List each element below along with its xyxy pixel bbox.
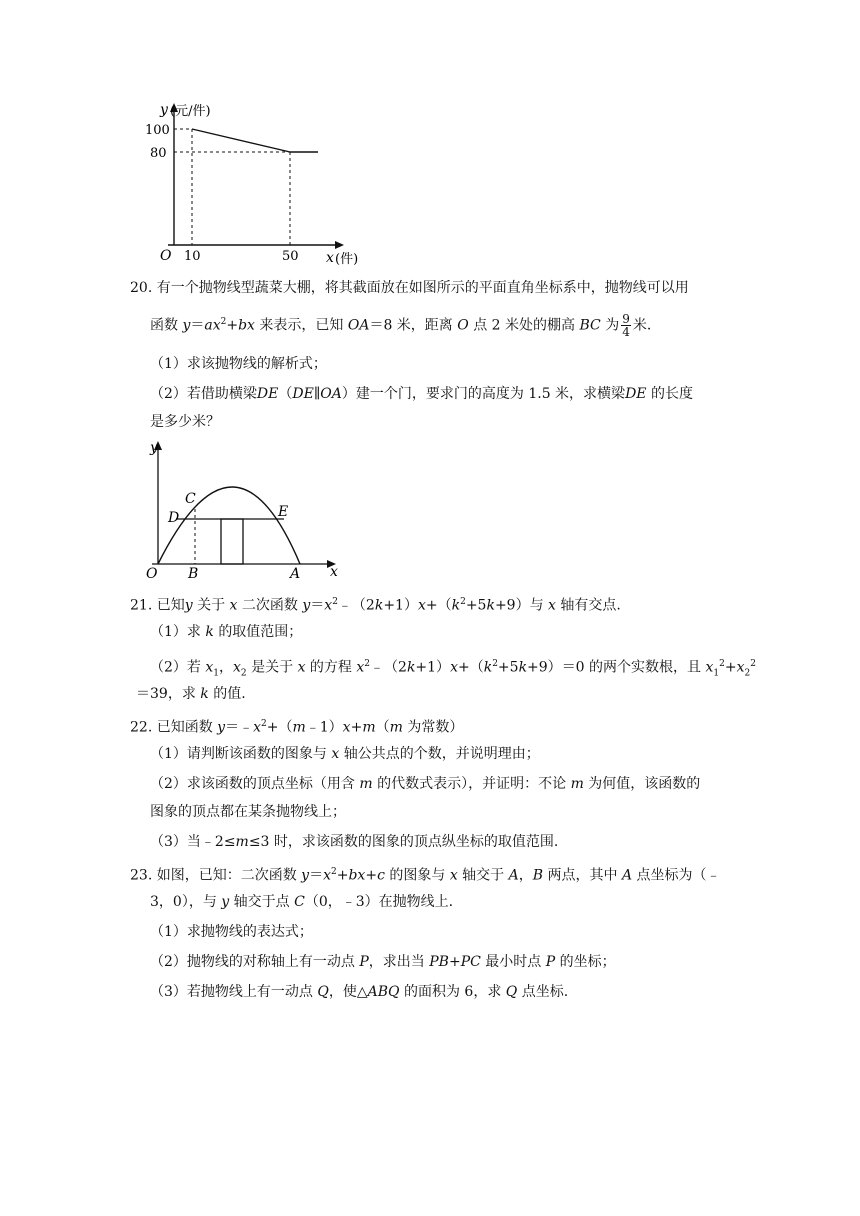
q23-line1: 23. 如图，已知：二次函数 $y=x^2+bx+c$ 的图象与 x 轴交于 A，B 两点，其中 A 点坐标为（﹣ <box>130 867 721 884</box>
q21-part2: （2）若 $x_1$，$x_2$ 是关于 x 的方程 $x^2﹣(2k+1)x+(k^2+5k+9)=0$ 的两个实数根，且 $x_1^2+x_2^2$ <box>150 659 756 679</box>
fraction-9-4: $\frac{9}{4}$ <box>622 312 630 340</box>
q23-part3: （3）若抛物线上有一动点 Q，使△ABQ 的面积为 6，求 Q 点坐标. <box>150 984 569 1000</box>
q22-part3: （3）当﹣2≤m≤3 时，求该函数的图象的顶点纵坐标的取值范围. <box>150 834 559 850</box>
graph2-label-E: E <box>278 504 289 520</box>
q23-part2: （2）抛物线的对称轴上有一动点 P，求出当 PB+PC 最小时点 P 的坐标； <box>150 954 616 970</box>
graph1-tick-100: 100 <box>145 123 170 138</box>
graph2-label-O: O <box>146 566 158 581</box>
graph1-tick-80: 80 <box>150 146 167 161</box>
q21-part1: （1）求 k 的取值范围； <box>150 624 303 640</box>
graph2-label-B: B <box>188 566 199 581</box>
graph1-origin: O <box>160 248 172 264</box>
q22-line1: 22. 已知函数 $y=﹣x^2+(m﹣1)x+m(m$ 为常数） <box>130 719 464 736</box>
q23-line2: 3，0），与 y 轴交于点 C（0，﹣3）在抛物线上. <box>150 894 454 910</box>
q22-part2: （2）求该函数的顶点坐标（用含 m 的代数式表示），并证明：不论 m 为何值，该函数的 <box>150 776 701 792</box>
q20-part2-cont: 是多少米？ <box>150 414 220 430</box>
graph2-label-C: C <box>185 491 196 507</box>
q22-part1: （1）请判断该函数的图象与 x 轴公共点的个数，并说明理由； <box>150 746 540 762</box>
parabola-greenhouse-graph <box>140 436 345 581</box>
graph1-x-unit: (件) <box>335 252 359 267</box>
price-quantity-graph <box>140 100 370 270</box>
graph2-label-D: D <box>168 510 180 526</box>
graph1-y-unit: (元/件) <box>170 104 211 119</box>
graph1-tick-10: 10 <box>184 249 201 264</box>
q21-part2-cont: ＝39，求 k 的值. <box>136 686 246 702</box>
graph2-label-A: A <box>290 566 301 581</box>
q22-part2-cont: 图象的顶点都在某条抛物线上； <box>150 804 346 820</box>
graph2-x-label: x <box>330 564 338 580</box>
q20-line1: 20. 有一个抛物线型蔬菜大棚，将其截面放在如图所示的平面直角坐标系中，抛物线可以用 <box>130 280 689 296</box>
graph1-tick-50: 50 <box>282 249 299 264</box>
q20-part1: （1）求该抛物线的解析式； <box>150 356 327 372</box>
graph2-y-label: y <box>150 440 158 456</box>
graph1-x-label: x <box>326 250 334 266</box>
q23-part1: （1）求抛物线的表达式； <box>150 924 313 940</box>
q21-line1: 21. 已知y 关于 x 二次函数 $y=x^2﹣(2k+1)x+(k^2+5k+9)$与 x 轴有交点. <box>130 597 621 614</box>
q20-part2: （2）若借助横梁DE（DE∥OA）建一个门，要求门的高度为 1.5 米，求横梁DE 的长度 <box>150 386 693 402</box>
q20-line2: 函数 $y=ax^2+bx$ 来表示，已知 OA＝8 米，距离 O 点 2 米处的棚高 BC 为 $\frac{9}{4}$ 米. <box>150 312 652 340</box>
graph1-y-label: y <box>160 102 168 118</box>
